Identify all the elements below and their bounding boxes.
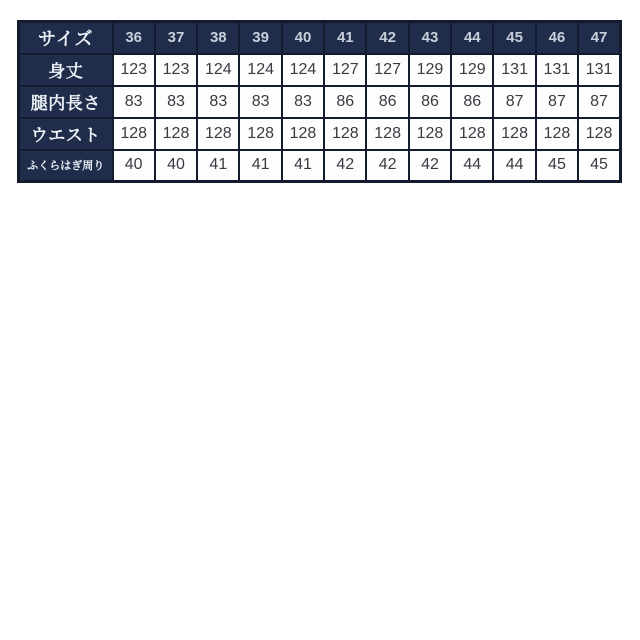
measurement-value-cell: 40 <box>113 150 155 182</box>
measurement-value-cell: 44 <box>493 150 535 182</box>
measurement-value-cell: 128 <box>366 118 408 150</box>
measurement-value-cell: 128 <box>536 118 578 150</box>
measurement-value-cell: 131 <box>578 54 620 86</box>
measurement-value-cell: 45 <box>536 150 578 182</box>
measurement-value-cell: 41 <box>282 150 324 182</box>
size-header-cell: 45 <box>493 22 535 54</box>
measurement-row <box>19 118 621 150</box>
measurement-value-cell: 83 <box>239 86 281 118</box>
measurement-value-cell: 44 <box>451 150 493 182</box>
measurement-value-cell: 40 <box>155 150 197 182</box>
measurement-value-cell: 131 <box>493 54 535 86</box>
measurement-value-cell: 41 <box>197 150 239 182</box>
measurement-value-cell: 83 <box>113 86 155 118</box>
measurement-value-cell: 128 <box>493 118 535 150</box>
measurement-value-cell: 41 <box>239 150 281 182</box>
row-label-cell: ウエスト <box>19 118 113 150</box>
measurement-value-cell: 83 <box>197 86 239 118</box>
measurement-value-cell: 123 <box>155 54 197 86</box>
measurement-value-cell: 128 <box>282 118 324 150</box>
measurement-value-cell: 123 <box>113 54 155 86</box>
size-header-cell: 46 <box>536 22 578 54</box>
measurement-value-cell: 42 <box>366 150 408 182</box>
measurement-value-cell: 86 <box>409 86 451 118</box>
measurement-value-cell: 128 <box>409 118 451 150</box>
measurement-value-cell: 42 <box>324 150 366 182</box>
measurement-value-cell: 83 <box>155 86 197 118</box>
measurement-value-cell: 128 <box>155 118 197 150</box>
size-header-cell: 37 <box>155 22 197 54</box>
measurement-row <box>19 54 621 86</box>
measurement-value-cell: 128 <box>324 118 366 150</box>
row-label-cell: 腿内長さ <box>19 86 113 118</box>
measurement-value-cell: 124 <box>239 54 281 86</box>
measurement-value-cell: 87 <box>578 86 620 118</box>
measurement-value-cell: 128 <box>578 118 620 150</box>
measurement-value-cell: 131 <box>536 54 578 86</box>
size-table-body <box>19 54 621 182</box>
measurement-value-cell: 83 <box>282 86 324 118</box>
measurement-value-cell: 129 <box>409 54 451 86</box>
measurement-row <box>19 86 621 118</box>
measurement-value-cell: 86 <box>366 86 408 118</box>
size-header-cell: 38 <box>197 22 239 54</box>
measurement-value-cell: 124 <box>197 54 239 86</box>
measurement-value-cell: 127 <box>324 54 366 86</box>
size-header-cell: 47 <box>578 22 620 54</box>
size-header-cell: 39 <box>239 22 281 54</box>
size-header-cell: 41 <box>324 22 366 54</box>
measurement-value-cell: 42 <box>409 150 451 182</box>
size-chart-table <box>17 20 622 183</box>
row-label-cell: ふくらはぎ周り <box>19 150 113 182</box>
size-header-cell: 42 <box>366 22 408 54</box>
row-label-cell: 身丈 <box>19 54 113 86</box>
size-header-cell: 40 <box>282 22 324 54</box>
size-header-cell: 43 <box>409 22 451 54</box>
measurement-value-cell: 86 <box>324 86 366 118</box>
measurement-value-cell: 127 <box>366 54 408 86</box>
measurement-row <box>19 150 621 182</box>
measurement-value-cell: 128 <box>451 118 493 150</box>
measurement-value-cell: 124 <box>282 54 324 86</box>
measurement-value-cell: 45 <box>578 150 620 182</box>
measurement-value-cell: 129 <box>451 54 493 86</box>
measurement-value-cell: 128 <box>113 118 155 150</box>
size-header-row <box>19 22 621 54</box>
measurement-value-cell: 128 <box>239 118 281 150</box>
size-corner-label: サイズ <box>19 22 113 54</box>
size-header-cell: 44 <box>451 22 493 54</box>
measurement-value-cell: 86 <box>451 86 493 118</box>
measurement-value-cell: 87 <box>536 86 578 118</box>
measurement-value-cell: 87 <box>493 86 535 118</box>
measurement-value-cell: 128 <box>197 118 239 150</box>
size-header-cell: 36 <box>113 22 155 54</box>
